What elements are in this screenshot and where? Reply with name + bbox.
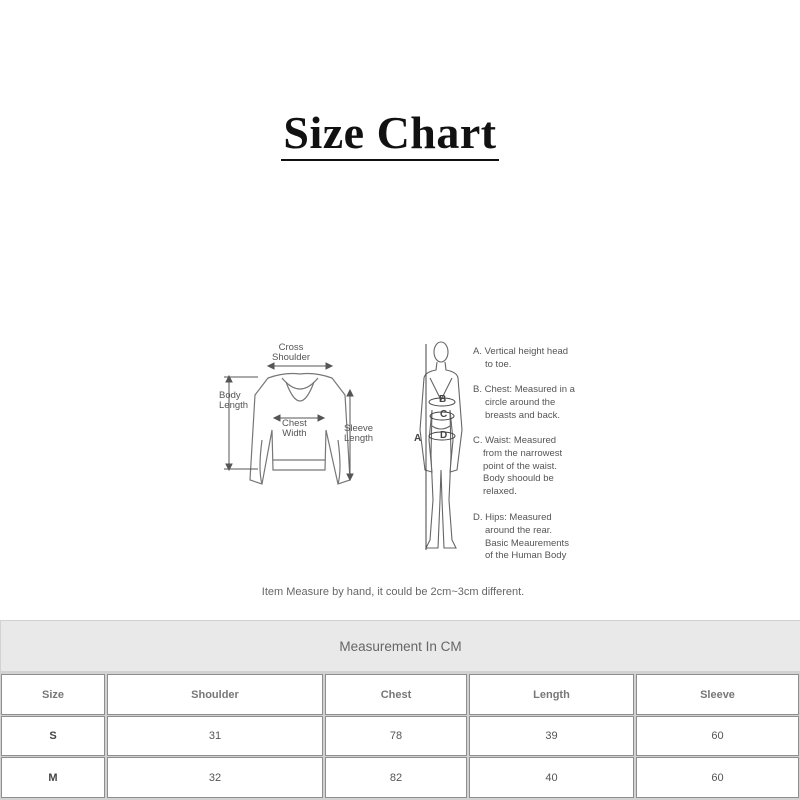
legend-item-b: B. Chest: Measured in a circle around the breasts and back. bbox=[473, 384, 575, 421]
table-row-m-length: 40 bbox=[469, 757, 634, 798]
marker-a: A bbox=[414, 433, 422, 444]
table-row-s-chest: 78 bbox=[325, 716, 467, 756]
legend-item-c: C. Waist: Measured from the narrowest point of the waist. Body shoould be relaxed. bbox=[473, 435, 563, 498]
header-chest: Chest bbox=[325, 674, 467, 715]
chest-width-label: Chest Width bbox=[282, 418, 307, 439]
legend-item-d: D. Hips: Measured around the rear. Basic Meaurements of the Human Body bbox=[473, 512, 569, 562]
measurement-diagram bbox=[0, 330, 800, 570]
table-row-s-sleeve: 60 bbox=[636, 716, 799, 756]
sleeve-length-label: Sleeve Length bbox=[344, 423, 374, 444]
table-row-m-chest: 82 bbox=[325, 757, 467, 798]
header-sleeve: Sleeve bbox=[636, 674, 799, 715]
table-row-m-size: M bbox=[1, 757, 105, 798]
table-row-s-shoulder: 31 bbox=[107, 716, 323, 756]
legend-item-a: A. Vertical height head to toe. bbox=[473, 346, 569, 370]
marker-c: C bbox=[440, 409, 448, 420]
title-text: Size Chart bbox=[281, 107, 498, 161]
header-length: Length bbox=[469, 674, 634, 715]
header-size: Size bbox=[1, 674, 105, 715]
table-caption: Measurement In CM bbox=[1, 621, 800, 671]
body-length-label: Body Length bbox=[219, 390, 249, 411]
table-row-m-sleeve: 60 bbox=[636, 757, 799, 798]
size-chart-title bbox=[0, 106, 780, 161]
cross-shoulder-label: Cross Shoulder bbox=[272, 342, 311, 363]
header-shoulder: Shoulder bbox=[107, 674, 323, 715]
table-row-m-shoulder: 32 bbox=[107, 757, 323, 798]
table-row-s-length: 39 bbox=[469, 716, 634, 756]
marker-b: B bbox=[439, 394, 447, 405]
table-row-s-size: S bbox=[1, 716, 105, 756]
measurement-table bbox=[0, 620, 800, 800]
measure-note: Item Measure by hand, it could be 2cm~3cm different. bbox=[261, 586, 525, 598]
marker-d: D bbox=[440, 430, 448, 441]
